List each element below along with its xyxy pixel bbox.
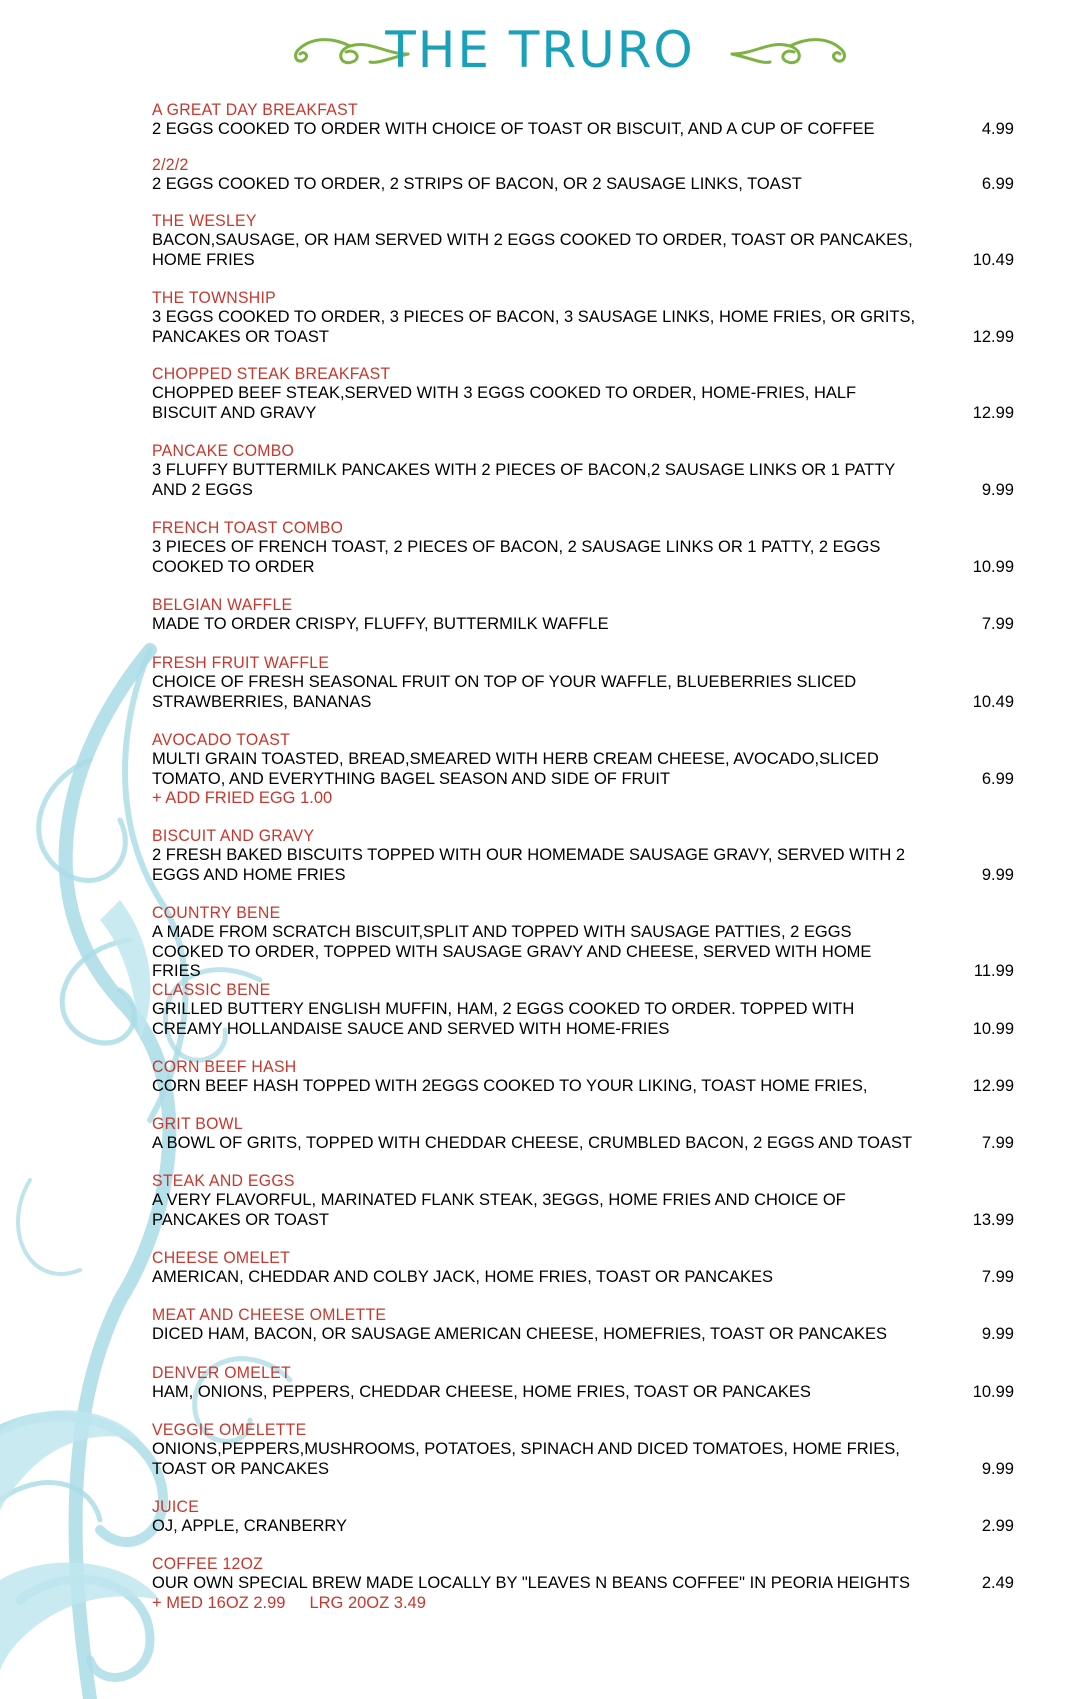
menu-item bbox=[152, 1363, 1014, 1420]
menu-item-description: 3 FLUFFY BUTTERMILK PANCAKES WITH 2 PIECES OF BACON,2 SAUSAGE LINKS OR 1 PATTY AND 2 EGGS bbox=[152, 461, 895, 499]
menu-item bbox=[152, 903, 1014, 980]
menu-item-name: AVOCADO TOAST bbox=[152, 730, 291, 749]
menu-list bbox=[152, 100, 1014, 1630]
menu-item-price: 12.99 bbox=[972, 1077, 1014, 1095]
menu-item-price: 12.99 bbox=[972, 403, 1014, 422]
menu-item-price: 2.49 bbox=[981, 1574, 1014, 1592]
menu-item-name: THE TOWNSHIP bbox=[152, 288, 276, 307]
menu-item-price: 11.99 bbox=[973, 962, 1014, 980]
menu-item bbox=[152, 100, 1014, 155]
menu-item-price: 13.99 bbox=[972, 1210, 1014, 1229]
menu-item-description: 3 EGGS COOKED TO ORDER, 3 PIECES OF BACON, 3 SAUSAGE LINKS, HOME FRIES, OR GRITS, PANCAKES OR TOAST bbox=[152, 308, 916, 346]
menu-item bbox=[152, 730, 1014, 826]
menu-item-description: GRILLED BUTTERY ENGLISH MUFFIN, HAM, 2 EGGS COOKED TO ORDER. TOPPED WITH CREAMY HOLLANDAISE SAUCE AND SERVED WITH HOME-FRIES bbox=[152, 1000, 855, 1038]
menu-item-description: ONIONS,PEPPERS,MUSHROOMS, POTATOES, SPINACH AND DICED TOMATOES, HOME FRIES, TOAST OR PANCAKES bbox=[152, 1440, 900, 1478]
menu-item-price: 7.99 bbox=[981, 1134, 1014, 1152]
menu-item-description: AMERICAN, CHEDDAR AND COLBY JACK, HOME FRIES, TOAST OR PANCAKES bbox=[152, 1268, 774, 1286]
menu-item-description: DICED HAM, BACON, OR SAUSAGE AMERICAN CHEESE, HOMEFRIES, TOAST OR PANCAKES bbox=[152, 1325, 888, 1343]
restaurant-title: THE TRURO bbox=[385, 21, 695, 79]
menu-item-name: BISCUIT AND GRAVY bbox=[152, 826, 315, 845]
menu-item-name: GRIT BOWL bbox=[152, 1114, 243, 1133]
menu-item-name: VEGGIE OMELETTE bbox=[152, 1420, 307, 1439]
menu-item-description: HAM, ONIONS, PEPPERS, CHEDDAR CHEESE, HOME FRIES, TOAST OR PANCAKES bbox=[152, 1383, 811, 1401]
menu-item-name: JUICE bbox=[152, 1497, 200, 1516]
menu-item-description: OUR OWN SPECIAL BREW MADE LOCALLY BY "LEAVES N BEANS COFFEE" IN PEORIA HEIGHTS bbox=[152, 1574, 911, 1592]
menu-item-size-options bbox=[152, 1594, 1014, 1614]
menu-item-description: 2 FRESH BAKED BISCUITS TOPPED WITH OUR HOMEMADE SAUSAGE GRAVY, SERVED WITH 2 EGGS AND HOME FRIES bbox=[152, 846, 906, 884]
menu-item bbox=[152, 155, 1014, 211]
menu-item bbox=[152, 980, 1014, 1057]
menu-header bbox=[0, 18, 1080, 88]
menu-item bbox=[152, 1554, 1014, 1630]
menu-item bbox=[152, 364, 1014, 441]
menu-item bbox=[152, 1114, 1014, 1171]
menu-item-description: MADE TO ORDER CRISPY, FLUFFY, BUTTERMILK WAFFLE bbox=[152, 615, 609, 633]
menu-item-description: 2 EGGS COOKED TO ORDER WITH CHOICE OF TOAST OR BISCUIT, AND A CUP OF COFFEE bbox=[152, 120, 875, 138]
menu-item-description: 2 EGGS COOKED TO ORDER, 2 STRIPS OF BACON, OR 2 SAUSAGE LINKS, TOAST bbox=[152, 175, 802, 193]
menu-item-name: FRESH FRUIT WAFFLE bbox=[152, 653, 330, 672]
menu-item bbox=[152, 1305, 1014, 1363]
menu-item bbox=[152, 595, 1014, 653]
menu-item-price: 9.99 bbox=[981, 1459, 1014, 1478]
menu-item-description: MULTI GRAIN TOASTED, BREAD,SMEARED WITH HERB CREAM CHEESE, AVOCADO,SLICED TOMATO, AND EVERYTHING BAGEL SEASON AND SIDE OF FRUIT bbox=[152, 750, 879, 788]
menu-item bbox=[152, 441, 1014, 518]
menu-item-price: 2.99 bbox=[981, 1517, 1014, 1535]
menu-item-description: CHOPPED BEEF STEAK,SERVED WITH 3 EGGS COOKED TO ORDER, HOME-FRIES, HALF BISCUIT AND GRAVY bbox=[152, 384, 857, 422]
menu-item-price: 6.99 bbox=[981, 175, 1014, 193]
menu-item bbox=[152, 1171, 1014, 1248]
menu-item-name: PANCAKE COMBO bbox=[152, 441, 295, 460]
menu-item-addon: + ADD FRIED EGG 1.00 bbox=[152, 789, 333, 807]
size-option-large: LRG 20OZ 3.49 bbox=[309, 1593, 426, 1612]
menu-item-name: DENVER OMELET bbox=[152, 1363, 291, 1382]
menu-item bbox=[152, 1420, 1014, 1497]
menu-item-price: 10.49 bbox=[972, 692, 1014, 711]
menu-item-name: BELGIAN WAFFLE bbox=[152, 595, 293, 614]
menu-item-description: OJ, APPLE, CRANBERRY bbox=[152, 1517, 348, 1535]
menu-item-name: 2/2/2 bbox=[152, 155, 189, 174]
menu-item-description: CHOICE OF FRESH SEASONAL FRUIT ON TOP OF YOUR WAFFLE, BLUEBERRIES SLICED STRAWBERRIES, BANANAS bbox=[152, 673, 857, 711]
menu-item-name: A GREAT DAY BREAKFAST bbox=[152, 100, 358, 119]
menu-item-price: 7.99 bbox=[981, 1268, 1014, 1286]
menu-item-name: FRENCH TOAST COMBO bbox=[152, 518, 344, 537]
menu-item-price: 10.99 bbox=[972, 1383, 1014, 1401]
menu-item-name: CHOPPED STEAK BREAKFAST bbox=[152, 364, 391, 383]
menu-item-description: CORN BEEF HASH TOPPED WITH 2EGGS COOKED TO YOUR LIKING, TOAST HOME FRIES, bbox=[152, 1077, 868, 1095]
menu-item-description: A MADE FROM SCRATCH BISCUIT,SPLIT AND TOPPED WITH SAUSAGE PATTIES, 2 EGGS COOKED TO ORDER, TOPPED WITH SAUSAGE GRAVY AND CHEESE, SERVED WITH HOME FRIES bbox=[152, 923, 872, 980]
menu-item bbox=[152, 288, 1014, 364]
menu-item-price: 6.99 bbox=[981, 769, 1014, 788]
menu-item-price: 10.99 bbox=[972, 557, 1014, 576]
menu-item-name: MEAT AND CHEESE OMLETTE bbox=[152, 1305, 387, 1324]
menu-item-name: COFFEE 12OZ bbox=[152, 1554, 264, 1573]
menu-item-description: A VERY FLAVORFUL, MARINATED FLANK STEAK, 3EGGS, HOME FRIES AND CHOICE OF PANCAKES OR TOAST bbox=[152, 1191, 846, 1229]
menu-item-price: 12.99 bbox=[972, 327, 1014, 346]
menu-item-price: 4.99 bbox=[981, 120, 1014, 138]
menu-item-description: 3 PIECES OF FRENCH TOAST, 2 PIECES OF BACON, 2 SAUSAGE LINKS OR 1 PATTY, 2 EGGS COOKED TO ORDER bbox=[152, 538, 881, 576]
right-flourish-icon bbox=[730, 32, 850, 72]
menu-item bbox=[152, 826, 1014, 903]
menu-item-name: COUNTRY BENE bbox=[152, 903, 281, 922]
menu-item-price: 10.49 bbox=[972, 250, 1014, 269]
menu-item bbox=[152, 1248, 1014, 1305]
menu-item-name: CORN BEEF HASH bbox=[152, 1057, 297, 1076]
menu-item-price: 7.99 bbox=[981, 615, 1014, 633]
menu-item-price: 9.99 bbox=[981, 480, 1014, 499]
menu-item-name: THE WESLEY bbox=[152, 211, 257, 230]
menu-item-price: 9.99 bbox=[981, 1325, 1014, 1343]
menu-item-name: STEAK AND EGGS bbox=[152, 1171, 295, 1190]
menu-item-description: BACON,SAUSAGE, OR HAM SERVED WITH 2 EGGS COOKED TO ORDER, TOAST OR PANCAKES, HOME FRIES bbox=[152, 231, 913, 269]
menu-item-name: CLASSIC BENE bbox=[152, 980, 271, 999]
menu-item-price: 9.99 bbox=[981, 865, 1014, 884]
menu-item-price: 10.99 bbox=[972, 1019, 1014, 1038]
menu-item-name: CHEESE OMELET bbox=[152, 1248, 291, 1267]
menu-item bbox=[152, 1497, 1014, 1554]
menu-item-description: A BOWL OF GRITS, TOPPED WITH CHEDDAR CHEESE, CRUMBLED BACON, 2 EGGS AND TOAST bbox=[152, 1134, 913, 1152]
menu-item bbox=[152, 653, 1014, 730]
menu-item bbox=[152, 211, 1014, 288]
menu-item bbox=[152, 518, 1014, 595]
menu-item bbox=[152, 1057, 1014, 1114]
size-option-medium: + MED 16OZ 2.99 bbox=[152, 1593, 286, 1612]
